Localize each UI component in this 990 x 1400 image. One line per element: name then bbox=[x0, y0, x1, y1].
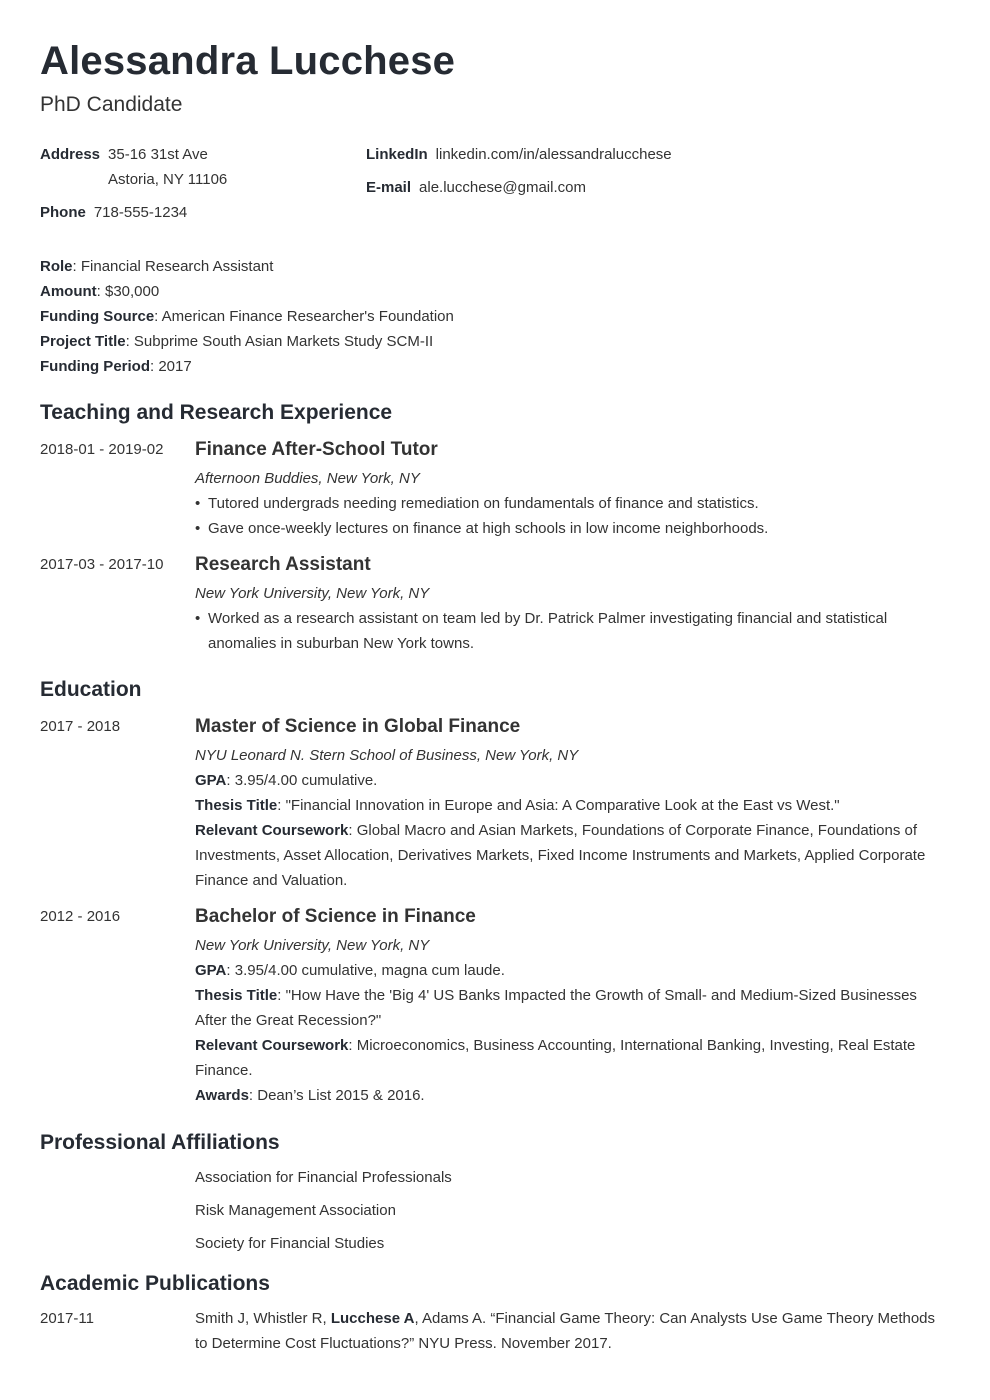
email-field bbox=[366, 175, 586, 200]
phone-value: 718-555-1234 bbox=[93, 204, 188, 221]
gpa-line bbox=[195, 768, 950, 793]
coursework-line bbox=[195, 1033, 950, 1083]
funding-role-label: Role bbox=[40, 258, 73, 275]
bullet-item: • Gave once-weekly lectures on finance at high schools in low income neighborhoods. bbox=[195, 516, 950, 541]
gpa-label: GPA bbox=[195, 962, 227, 979]
gpa-label: GPA bbox=[195, 772, 227, 789]
affiliations-list bbox=[195, 1165, 950, 1256]
address-label: Address bbox=[40, 146, 101, 163]
entry-date: 2012 - 2016 bbox=[40, 908, 121, 925]
entry-location: New York University, New York, NY bbox=[195, 585, 430, 602]
email-label: E-mail bbox=[366, 179, 412, 196]
funding-period-value: : 2017 bbox=[150, 358, 192, 375]
phone-field bbox=[40, 200, 187, 225]
entry-title: Master of Science in Global Finance bbox=[195, 716, 521, 737]
coursework-value: : Global Macro and Asian Markets, Foundations of Corporate Finance, Foundations of Investments, Asset Allocation, Derivatives Markets, Fixed Income Instruments and Markets, Applied Corporate Finance and Valuation. bbox=[195, 822, 926, 889]
bullet-item: • Tutored undergrads needing remediation on fundamentals of finance and statistics. bbox=[195, 491, 950, 516]
awards-label: Awards bbox=[195, 1087, 249, 1104]
linkedin-field bbox=[366, 142, 672, 167]
citation-self-author: Lucchese A bbox=[330, 1310, 415, 1327]
funding-amount-label: Amount bbox=[40, 283, 97, 300]
email-link[interactable]: ale.lucchese@gmail.com bbox=[419, 179, 586, 196]
contact-block bbox=[40, 142, 950, 230]
funding-source-value: : American Finance Researcher's Foundation bbox=[154, 308, 454, 325]
entry-title: Research Assistant bbox=[195, 554, 371, 575]
entry-date: 2018-01 - 2019-02 bbox=[40, 441, 164, 458]
coursework-value: : Microeconomics, Business Accounting, International Banking, Investing, Real Estate Finance. bbox=[195, 1037, 916, 1079]
coursework-line bbox=[195, 818, 950, 893]
education-section bbox=[40, 676, 950, 1108]
candidate-title: PhD Candidate bbox=[40, 93, 183, 116]
entry-location: Afternoon Buddies, New York, NY bbox=[195, 470, 420, 487]
coursework-label: Relevant Coursework bbox=[195, 822, 349, 839]
awards-value: : Dean’s List 2015 & 2016. bbox=[248, 1087, 425, 1104]
experience-entry bbox=[40, 552, 950, 656]
candidate-name: Alessandra Lucchese bbox=[40, 39, 456, 83]
education-heading: Education bbox=[40, 678, 142, 701]
funding-project-value: : Subprime South Asian Markets Study SCM-II bbox=[125, 333, 434, 350]
publications-heading: Academic Publications bbox=[40, 1272, 270, 1295]
thesis-line bbox=[195, 983, 950, 1033]
thesis-value: : "How Have the 'Big 4' US Banks Impacted the Growth of Small- and Medium-Sized Businesses After the Great Recession?" bbox=[195, 987, 917, 1029]
address-line1: 35-16 31st Ave bbox=[108, 146, 208, 163]
funding-project bbox=[40, 329, 950, 354]
gpa-line bbox=[195, 958, 950, 983]
linkedin-label: LinkedIn bbox=[366, 146, 428, 163]
education-entry bbox=[40, 904, 950, 1108]
thesis-value: : "Financial Innovation in Europe and Asia: A Comparative Look at the East vs West." bbox=[277, 797, 840, 814]
funding-source-label: Funding Source bbox=[40, 308, 155, 325]
funding-period bbox=[40, 354, 950, 379]
publication-entry bbox=[40, 1306, 950, 1356]
thesis-line bbox=[195, 793, 950, 818]
publications-section bbox=[40, 1270, 950, 1356]
entry-location: NYU Leonard N. Stern School of Business, New York, NY bbox=[195, 747, 579, 764]
phone-label: Phone bbox=[40, 204, 86, 221]
thesis-label: Thesis Title bbox=[195, 797, 278, 814]
funding-role-value: : Financial Research Assistant bbox=[72, 258, 274, 275]
address-field bbox=[40, 142, 227, 192]
citation-authors: Smith J, Whistler R, bbox=[195, 1310, 331, 1327]
entry-title: Finance After-School Tutor bbox=[195, 439, 438, 460]
awards-line bbox=[195, 1083, 950, 1108]
affiliations-section bbox=[40, 1129, 950, 1256]
experience-entry bbox=[40, 437, 950, 541]
address-line2: Astoria, NY 11106 bbox=[108, 171, 228, 188]
bullet-item: • Worked as a research assistant on team led by Dr. Patrick Palmer investigating financial and statistical anomalies in suburban New York towns. bbox=[195, 606, 950, 656]
gpa-value: : 3.95/4.00 cumulative, magna cum laude. bbox=[226, 962, 505, 979]
gpa-value: : 3.95/4.00 cumulative. bbox=[226, 772, 378, 789]
entry-bullets bbox=[195, 491, 950, 541]
experience-heading: Teaching and Research Experience bbox=[40, 401, 393, 424]
publication-citation bbox=[195, 1306, 950, 1356]
linkedin-link[interactable]: linkedin.com/in/alessandralucchese bbox=[435, 146, 672, 163]
funding-amount-value: : $30,000 bbox=[96, 283, 160, 300]
affiliation-item: Risk Management Association bbox=[195, 1202, 396, 1219]
entry-title: Bachelor of Science in Finance bbox=[195, 906, 476, 927]
citation-rest: , Adams A. “Financial Game Theory: Can Analysts Use Game Theory Methods to Determine Cost Fluctuations?” NYU Press. November 2017. bbox=[195, 1310, 936, 1352]
entry-bullets bbox=[195, 606, 950, 656]
affiliations-heading: Professional Affiliations bbox=[40, 1131, 280, 1154]
experience-section bbox=[40, 399, 950, 656]
entry-location: New York University, New York, NY bbox=[195, 937, 430, 954]
education-entry bbox=[40, 714, 950, 893]
affiliation-item: Association for Financial Professionals bbox=[195, 1169, 452, 1186]
funding-info bbox=[40, 254, 950, 379]
funding-amount bbox=[40, 279, 950, 304]
funding-source bbox=[40, 304, 950, 329]
entry-date: 2017-11 bbox=[40, 1310, 94, 1327]
entry-date: 2017-03 - 2017-10 bbox=[40, 556, 164, 573]
funding-period-label: Funding Period bbox=[40, 358, 150, 375]
thesis-label: Thesis Title bbox=[195, 987, 278, 1004]
funding-role bbox=[40, 254, 950, 279]
affiliation-item: Society for Financial Studies bbox=[195, 1235, 385, 1252]
funding-project-label: Project Title bbox=[40, 333, 126, 350]
coursework-label: Relevant Coursework bbox=[195, 1037, 349, 1054]
entry-date: 2017 - 2018 bbox=[40, 718, 121, 735]
